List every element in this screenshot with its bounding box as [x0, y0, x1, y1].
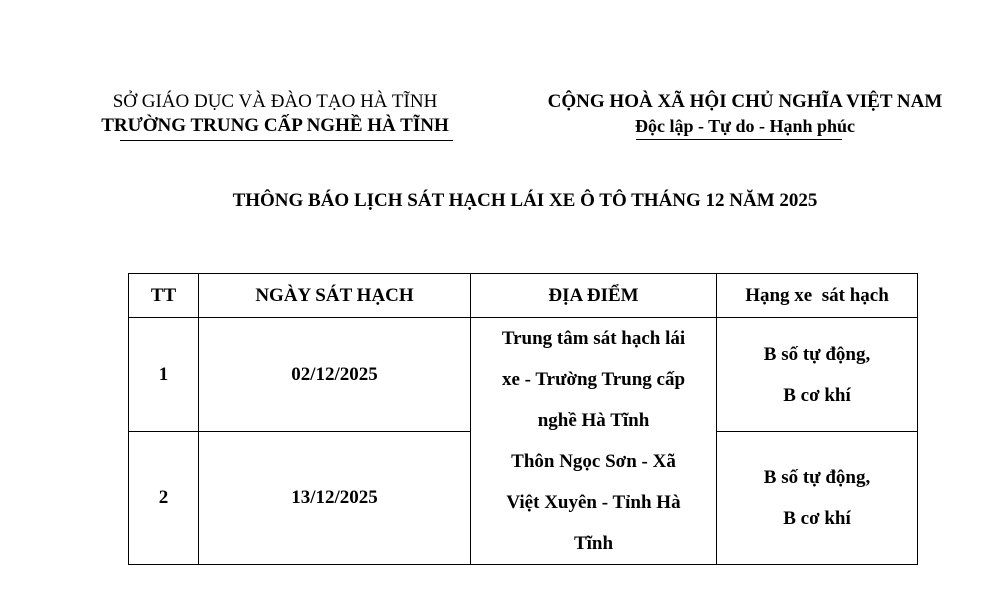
location-line: xe - Trường Trung cấp: [501, 369, 686, 390]
exam-location: [471, 318, 717, 565]
national-motto-block: [510, 90, 980, 138]
exam-date: 13/12/2025: [199, 432, 471, 565]
header-tt: TT: [129, 274, 199, 318]
vehicle-class: [717, 318, 918, 432]
location-line: Tĩnh: [573, 533, 614, 554]
header-vehicle-class: Hạng xe sát hạch: [717, 274, 918, 318]
location-line: Việt Xuyên - Tỉnh Hà: [506, 492, 681, 513]
schedule-table: [128, 273, 918, 565]
vehicle-class: [717, 432, 918, 565]
department-name: SỞ GIÁO DỤC VÀ ĐÀO TẠO HÀ TĨNH: [112, 91, 438, 112]
location-line: nghề Hà Tĩnh: [537, 410, 650, 431]
document-title: THÔNG BÁO LỊCH SÁT HẠCH LÁI XE Ô TÔ THÁNG 12 NĂM 2025: [232, 190, 818, 211]
table-header-row: [129, 274, 918, 318]
vehicle-class-line: B số tự động,: [763, 467, 871, 488]
table-row: [129, 318, 918, 432]
issuer-underline: [120, 140, 453, 141]
header-date: NGÀY SÁT HẠCH: [199, 274, 471, 318]
motto-underline: [636, 139, 842, 140]
exam-date: 02/12/2025: [199, 318, 471, 432]
vehicle-class-line: B cơ khí: [783, 508, 851, 529]
school-name: TRƯỜNG TRUNG CẤP NGHỀ HÀ TĨNH: [101, 115, 449, 136]
header-location: ĐỊA ĐIỂM: [471, 274, 717, 318]
motto: Độc lập - Tự do - Hạnh phúc: [634, 116, 856, 136]
country-name: CỘNG HOÀ XÃ HỘI CHỦ NGHĨA VIỆT NAM: [547, 91, 943, 112]
issuer-block: [60, 90, 490, 138]
row-number: 1: [129, 318, 199, 432]
vehicle-class-line: B số tự động,: [763, 343, 871, 365]
location-line: Thôn Ngọc Sơn - Xã: [511, 451, 676, 472]
row-number: 2: [129, 432, 199, 565]
vehicle-class-line: B cơ khí: [783, 384, 851, 406]
location-line: Trung tâm sát hạch lái: [501, 328, 686, 349]
